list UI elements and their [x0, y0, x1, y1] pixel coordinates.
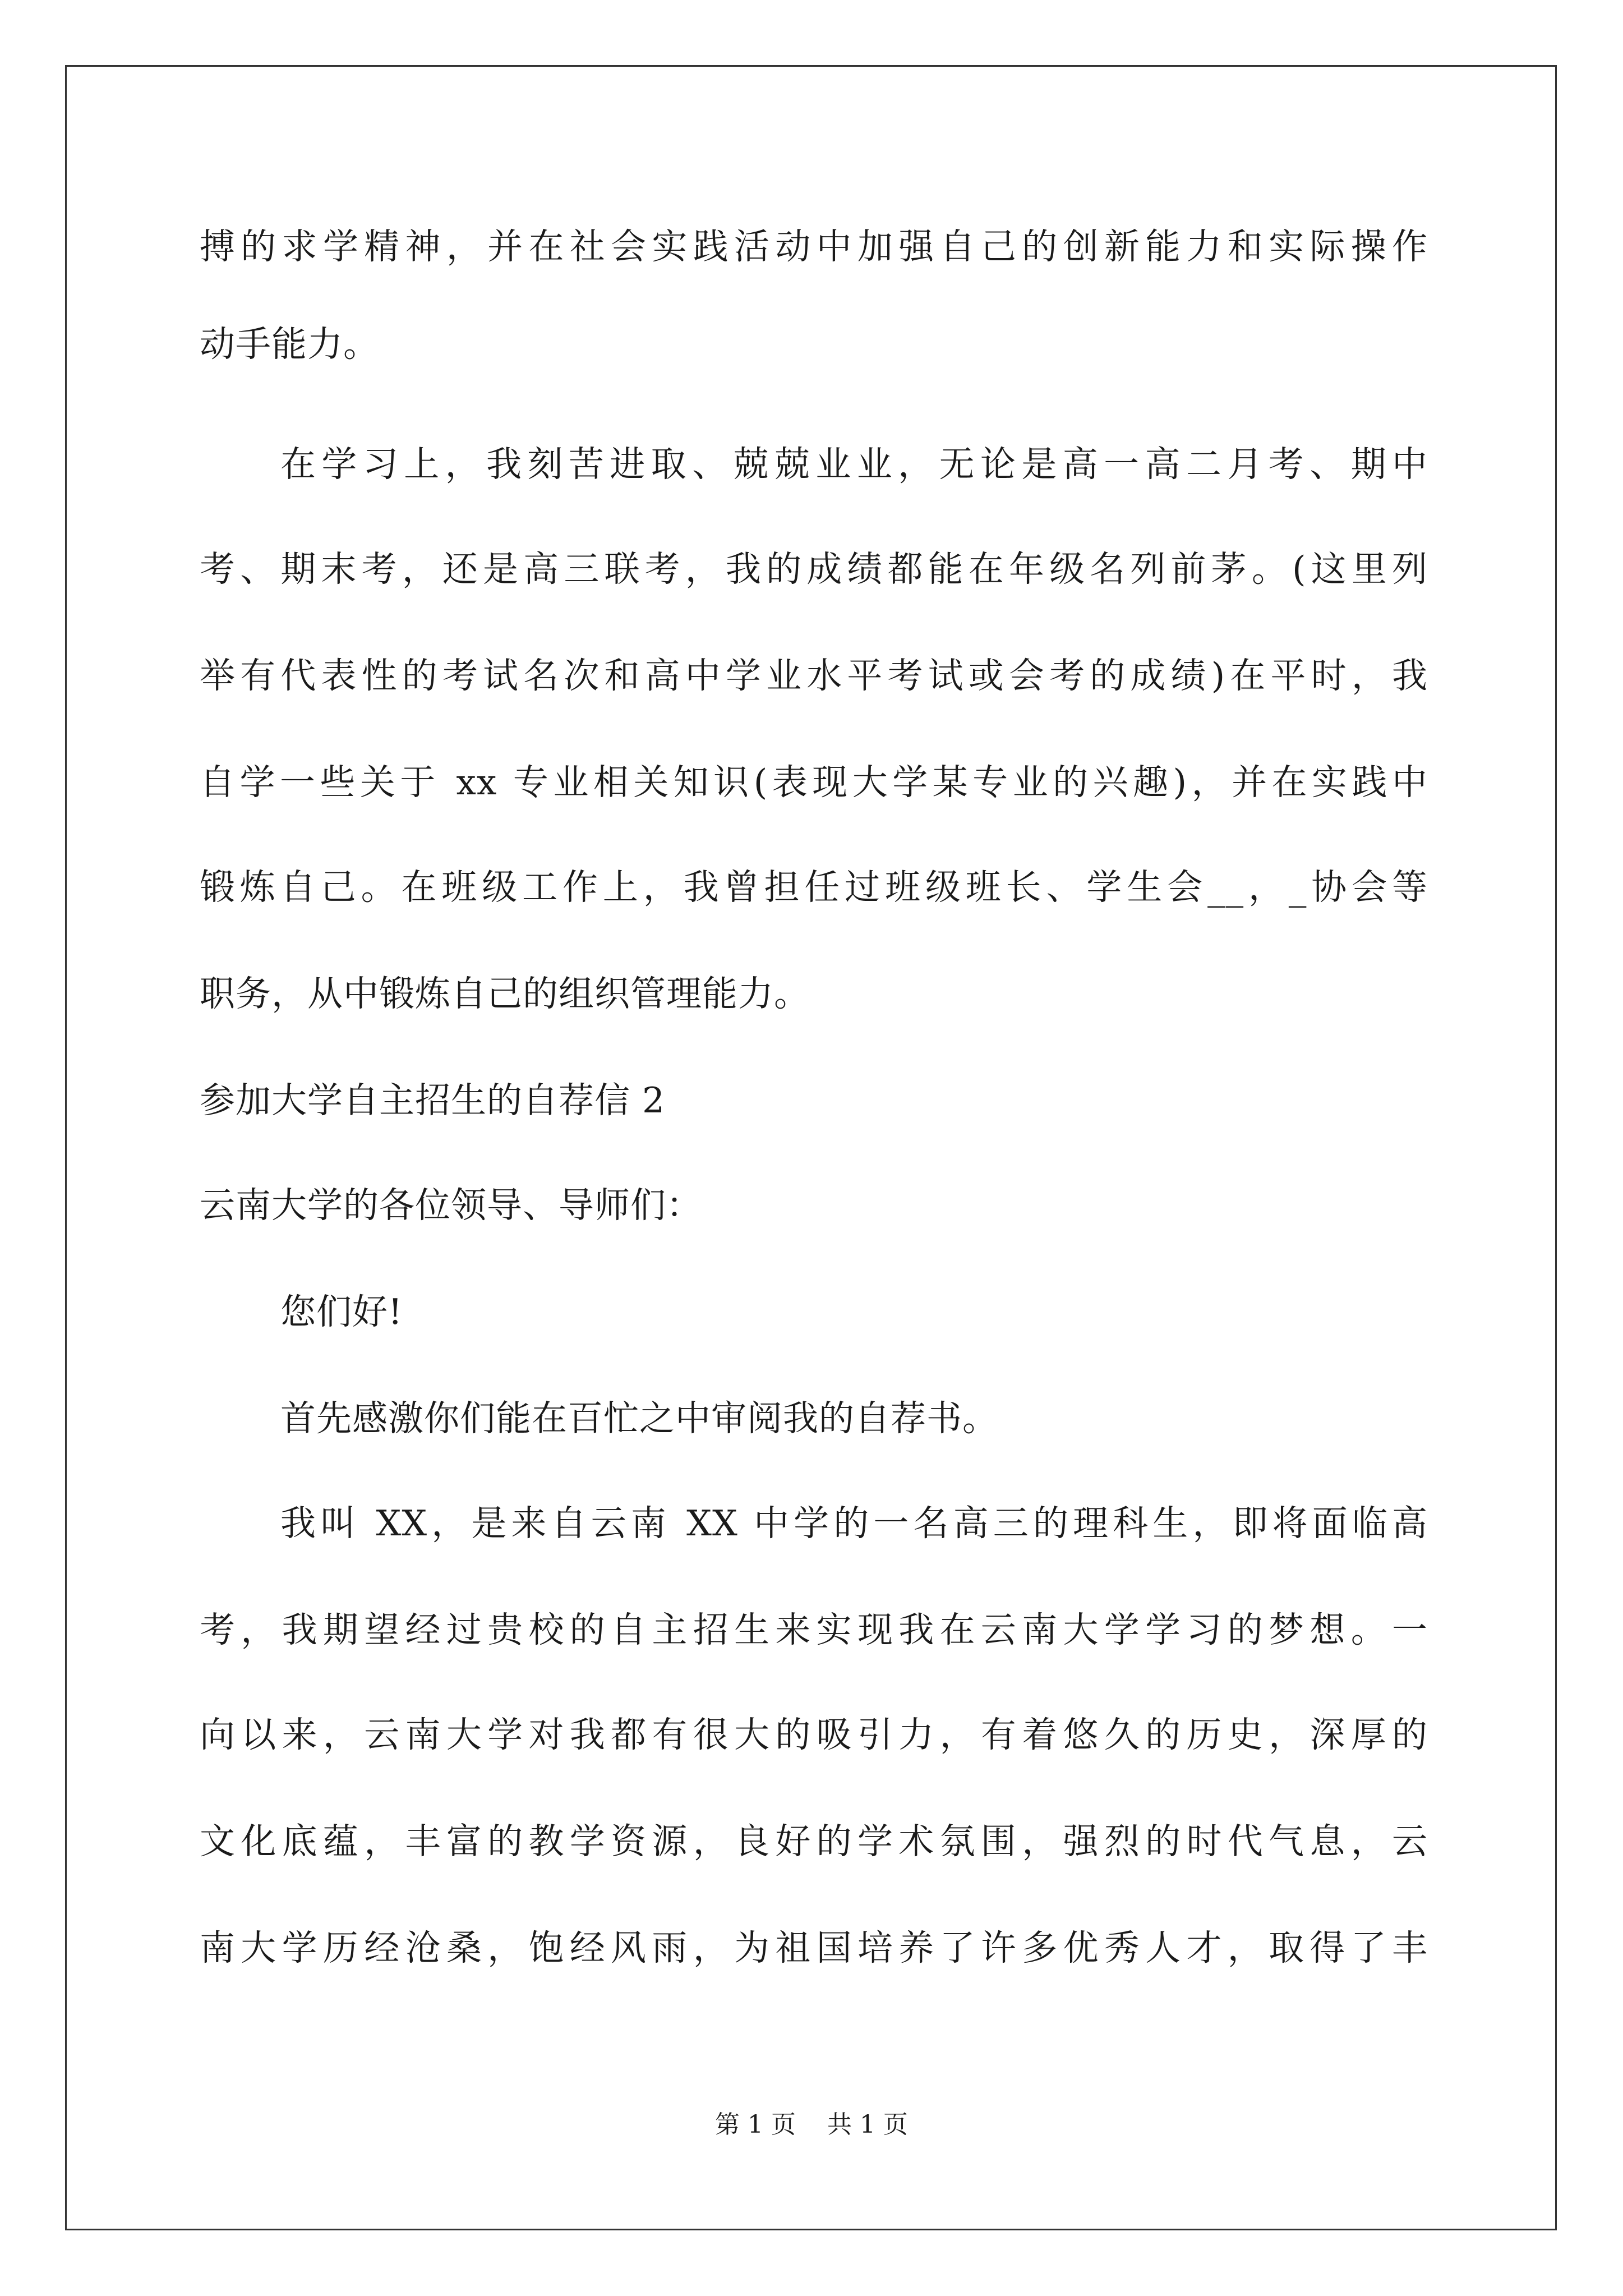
section-heading: 参加大学自主招生的自荐信 2: [200, 1080, 666, 1121]
body-line: 考、期末考，还是高三联考，我的成绩都能在年级名列前茅。(这里列: [200, 549, 1428, 590]
salutation: 云南大学的各位领导、导师们：: [200, 1185, 702, 1226]
paragraph-line: 我叫 XX，是来自云南 XX 中学的一名高三的理科生，即将面临高: [280, 1503, 1428, 1544]
body-line: 自学一些关于 xx 专业相关知识(表现大学某专业的兴趣)，并在实践中: [200, 762, 1428, 803]
body-line: 向以来，云南大学对我都有很大的吸引力，有着悠久的历史，深厚的: [200, 1714, 1428, 1755]
greeting: 您们好!: [280, 1291, 403, 1332]
body-line: 文化底蕴，丰富的教学资源，良好的学术氛围，强烈的时代气息，云: [200, 1821, 1428, 1862]
page-border: [65, 65, 1557, 2230]
paragraph-line: 在学习上，我刻苦进取、兢兢业业，无论是高一高二月考、期中: [280, 444, 1428, 485]
body-line: 锻炼自己。在班级工作上，我曾担任过班级班长、学生会__，_协会等: [200, 867, 1428, 908]
page-footer: 第 1 页 共 1 页: [715, 2110, 908, 2139]
body-line: 南大学历经沧桑，饱经风雨，为祖国培养了许多优秀人才，取得了丰: [200, 1927, 1428, 1968]
body-line: 考，我期望经过贵校的自主招生来实现我在云南大学学习的梦想。一: [200, 1609, 1428, 1650]
body-line: 举有代表性的考试名次和高中学业水平考试或会考的成绩)在平时，我: [200, 655, 1428, 696]
body-line: 动手能力。: [200, 324, 379, 365]
paragraph-line: 首先感激你们能在百忙之中审阅我的自荐书。: [280, 1398, 998, 1439]
body-line: 职务，从中锻炼自己的组织管理能力。: [200, 973, 810, 1014]
body-line: 搏的求学精神，并在社会实践活动中加强自己的创新能力和实际操作: [200, 226, 1428, 267]
